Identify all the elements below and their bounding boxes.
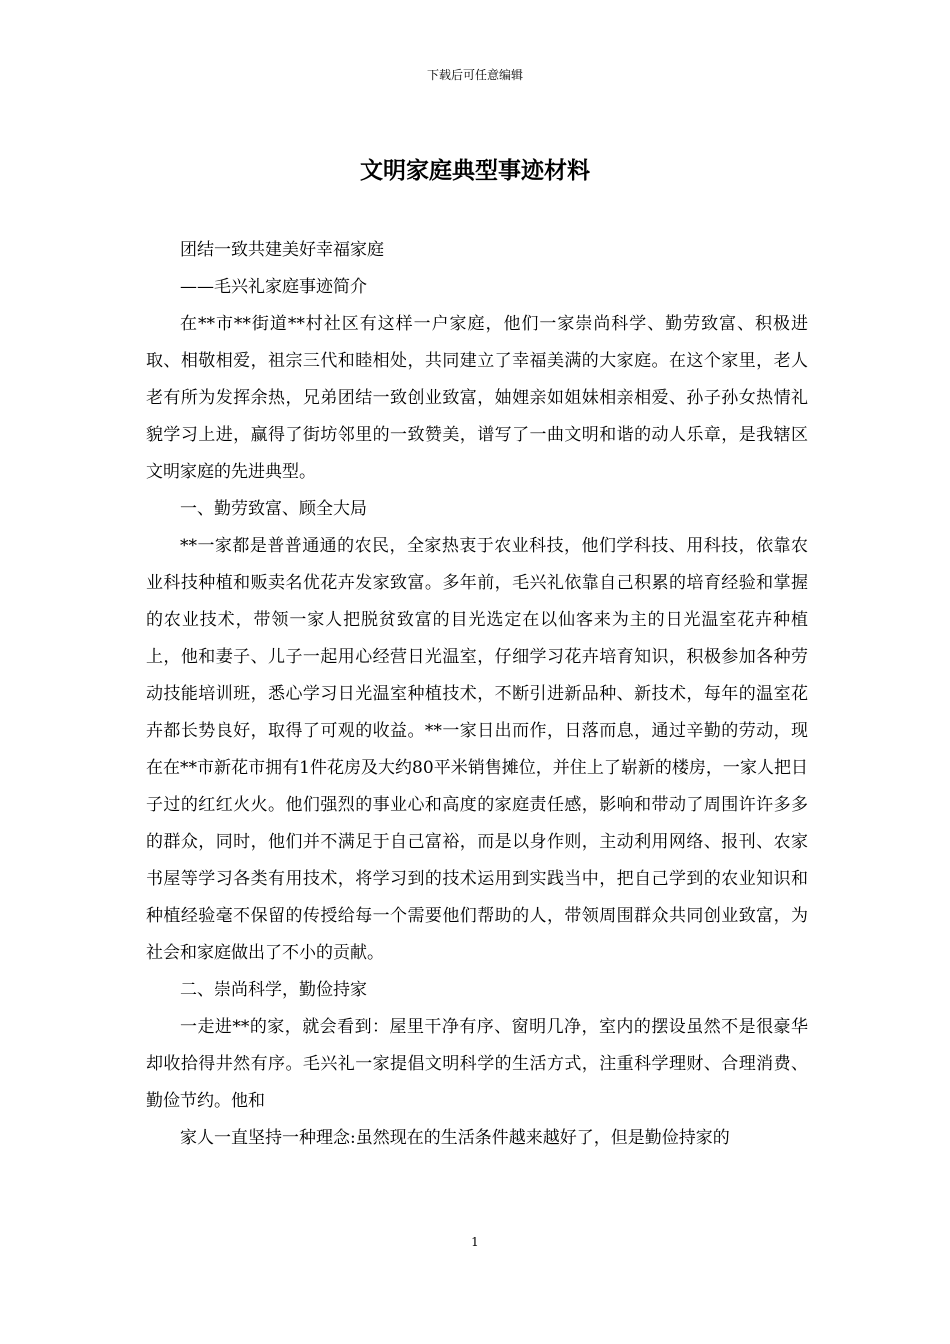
intro-paragraph: 在**市**街道**村社区有这样一户家庭，他们一家崇尚科学、勤劳致富、积极进取、相敬相爱，祖宗三代和睦相处，共同建立了幸福美满的大家庭。在这个家里，老人老有所为发挥余热，兄弟团结一致创业致富，妯娌亲如姐妹相亲相爱、孙子孙女热情礼貌学习上进，赢得了街坊邻里的一致赞美，谱写了一曲文明和谐的动人乐章，是我辖区文明家庭的先进典型。: [146, 314, 808, 482]
section-2-paragraph-2: 家人一直坚持一种理念:虽然现在的生活条件越来越好了，但是勤俭持家的: [180, 1128, 730, 1148]
section-heading-1: 一、勤劳致富、顾全大局: [180, 499, 367, 519]
byline: ——毛兴礼家庭事迹简介: [180, 277, 367, 297]
page-number: 1: [471, 1235, 479, 1249]
document-title: 文明家庭典型事迹材料: [360, 157, 590, 184]
section-2-paragraph-1: 一走进**的家，就会看到：屋里干净有序、窗明几净，室内的摆设虽然不是很豪华却收拾得井然有序。毛兴礼一家提倡文明科学的生活方式，注重科学理财、合理消费、勤俭节约。他和: [146, 1017, 808, 1111]
section-heading-2: 二、崇尚科学，勤俭持家: [180, 980, 367, 1000]
section-1-paragraph: **一家都是普普通通的农民，全家热衷于农业科技，他们学科技、用科技，依靠农业科技种植和贩卖名优花卉发家致富。多年前，毛兴礼依靠自己积累的培育经验和掌握的农业技术，带领一家人把脱贫致富的目光选定在以仙客来为主的日光温室花卉种植上，他和妻子、儿子一起用心经营日光温室，仔细学习花卉培育知识，积极参加各种劳动技能培训班，悉心学习日光温室种植技术，不断引进新品种、新技术，每年的温室花卉都长势良好，取得了可观的收益。**一家日出而作，日落而息，通过辛勤的劳动，现在在**市新花市拥有1件花房及大约80平米销售摊位，并住上了崭新的楼房，一家人把日子过的红红火火。他们强烈的事业心和高度的家庭责任感，影响和带动了周围许许多多的群众，同时，他们并不满足于自己富裕，而是以身作则，主动利用网络、报刊、农家书屋等学习各类有用技术，将学习到的技术运用到实践当中，把自己学到的农业知识和种植经验毫不保留的传授给每一个需要他们帮助的人，带领周围群众共同创业致富，为社会和家庭做出了不小的贡献。: [146, 536, 808, 963]
document-body: [146, 232, 808, 1157]
header-note: 下载后可任意编辑: [426, 68, 523, 82]
subtitle: 团结一致共建美好幸福家庭: [180, 240, 384, 260]
